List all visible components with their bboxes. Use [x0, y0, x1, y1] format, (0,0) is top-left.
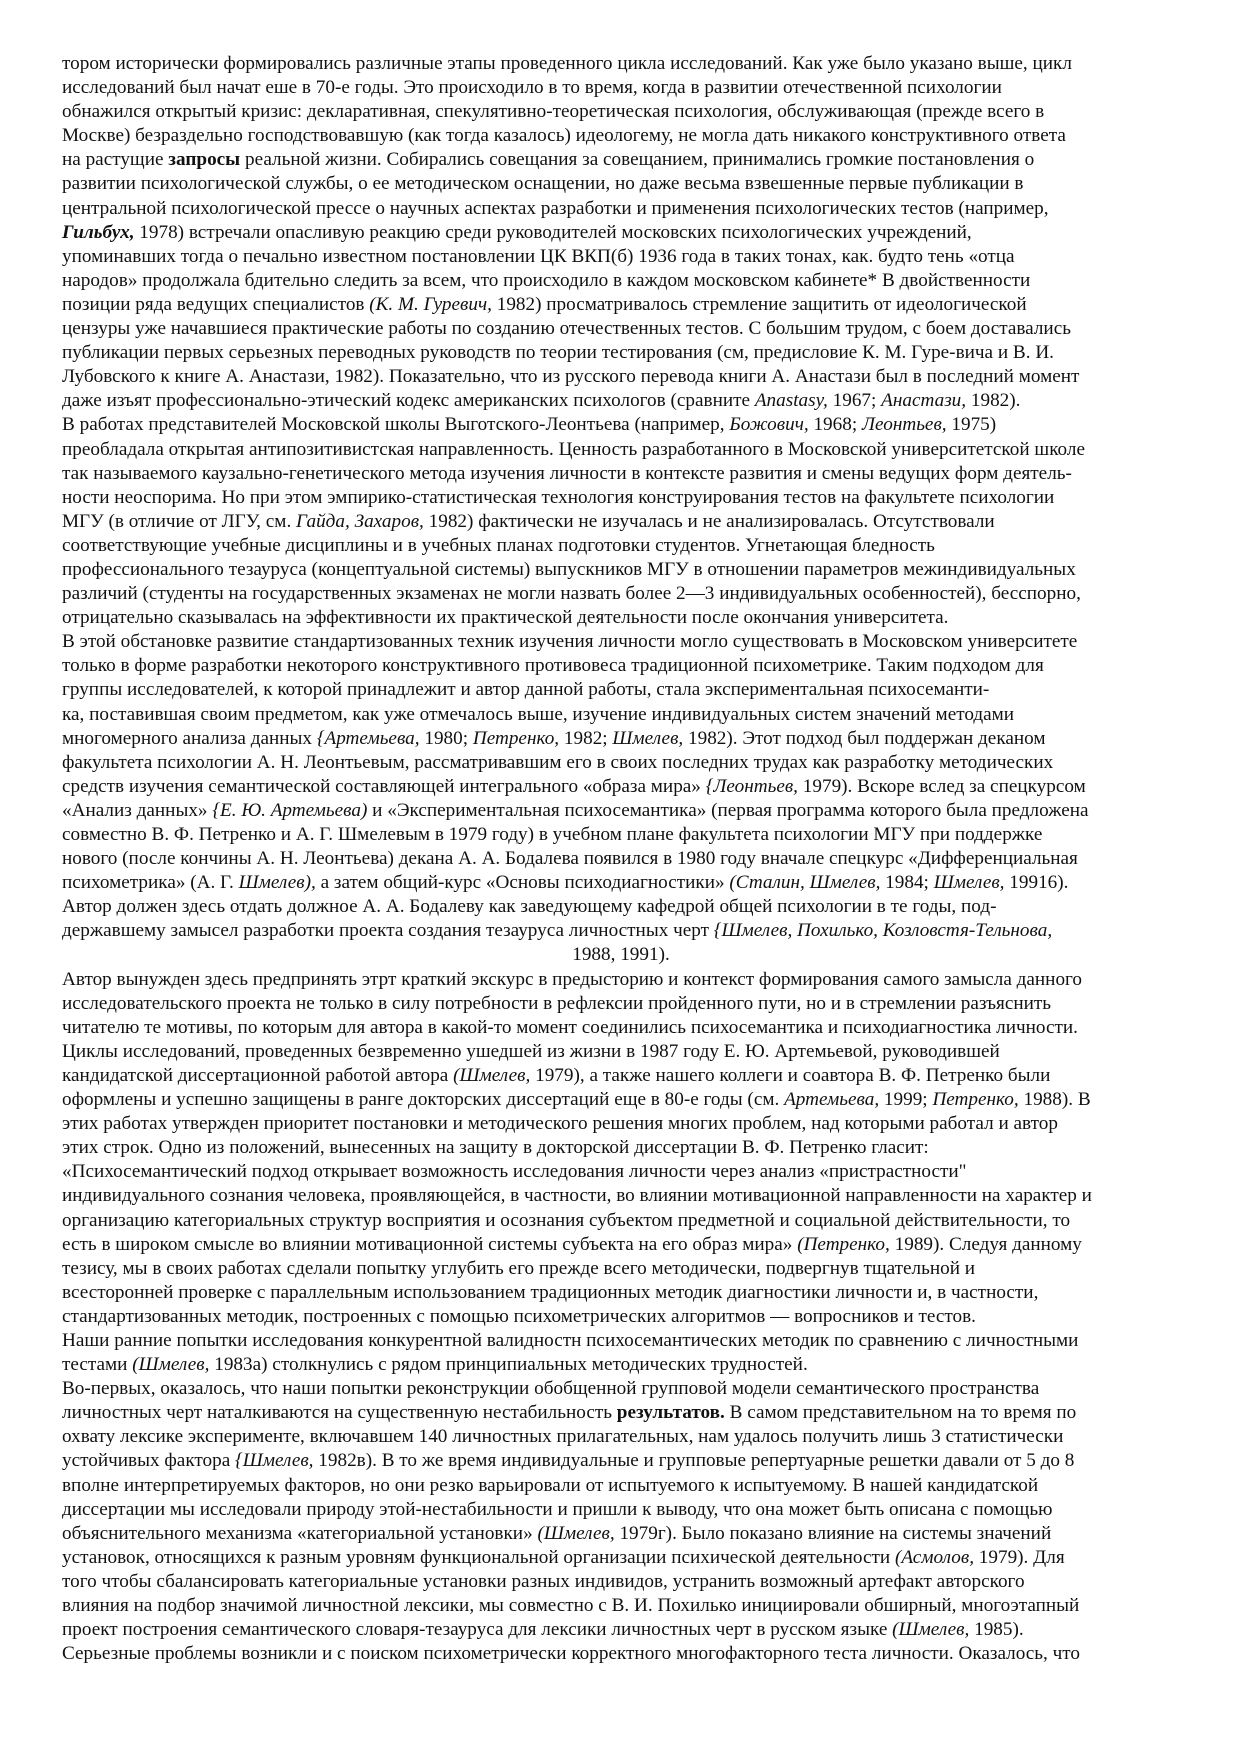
text-run: 1988). В	[1018, 1089, 1091, 1111]
text-run: есть в широком смысле во влиянии мотивационной системы субъекта на его образ мира»	[62, 1233, 798, 1255]
text-run: охвату лексике эксперименте, включавшем 140 личностных прилагательных, нам удалось получить лишь 3 статистически	[62, 1426, 1064, 1448]
text-run: Циклы исследований, проведенных безвременно ушедшей из жизни в 1987 году Е. Ю. Артемьевой, руководившей	[62, 1040, 1000, 1062]
citation-text: (Асмолов,	[894, 1546, 974, 1568]
text-run: 1982). Этот подход был поддержан деканом	[683, 727, 1046, 749]
text-run: диссертации мы исследовали природу этой-нестабильности и пришли к выводу, что она может быть описана с помощью	[62, 1498, 1053, 1520]
text-run: Наши ранние попытки исследования конкурентной валидностн психосемантических методик по сравнению с личностными	[62, 1329, 1079, 1351]
citation-text: Шмелев,	[933, 872, 1005, 894]
text-run: цензуры уже начавшиеся практические работы по созданию отечественных тестов. С большим трудом, с боем доставались	[62, 318, 1071, 340]
paragraph	[62, 1377, 1180, 1642]
text-run: этих работах утвержден приоритет постановки и методического решения многих проблем, над которыми работал и автор	[62, 1113, 1058, 1135]
text-run: центральной психологической прессе о научных аспектах разработки и применения психологических тестов (например,	[62, 197, 1049, 219]
text-run: преобладала открытая антипозитивистская направленность. Ценность разработанного в Московской университетской школе	[62, 438, 1085, 460]
text-run: факультета психологии А. Н. Леонтьевым, рассматривавшим его в своих последних трудах как разработку методических	[62, 751, 1054, 773]
text-run: В работах представителей Московской школы Выготского-Леонтьева (например,	[62, 414, 730, 436]
citation-text: (Шмелев,	[537, 1522, 615, 1544]
text-run: установок, относящихся к разным уровням функциональной организации психической деятельности	[62, 1546, 895, 1568]
text-run: Автор должен здесь отдать должное А. А. Бодалеву как заведующему кафедрой общей психологии в те годы, под-	[62, 896, 997, 918]
citation-text: Anastasy,	[754, 390, 828, 412]
text-run: упоминавших тогда о печально известном постановлении ЦК ВКП(б) 1936 года в таких тонах, как. будто тень «отца	[62, 245, 1015, 267]
text-run: организацию категориальных структур восприятия и осознания субъектом предметной и социальной действительности, то	[62, 1209, 1071, 1231]
citation-text: Гайда, Захаров,	[296, 510, 424, 532]
paragraph	[62, 1642, 1180, 1666]
text-run: а затем общий-курс «Основы психодиагностики»	[315, 872, 730, 894]
citation-text: (Шмелев,	[453, 1064, 531, 1086]
citation-text: {Артемьева,	[316, 727, 420, 749]
text-run: развитии психологической службы, о ее методическом оснащении, но даже весьма взвешенные первые публикации в	[62, 173, 1024, 195]
text-run: соответствующие учебные дисциплины и в учебных планах подготовки студентов. Угнетающая бледность	[62, 534, 935, 556]
citation-text: Шмелев,	[612, 727, 684, 749]
text-run: Москве) безраздельно господствовавшую (как тогда казалось) идеологему, не могла дать никакого конструктивного ответа	[62, 125, 1066, 147]
text-run: средств изучения семантической составляющей интегрального «образа мира»	[62, 775, 706, 797]
text-run: того чтобы сбалансировать категориальные установки разных индивидов, устранить возможный артефакт авторского	[62, 1570, 1025, 1592]
text-run: 1979), а также нашего коллеги и соавтора В. Ф. Петренко были	[530, 1064, 1051, 1086]
text-run: тором исторически формировались различные этапы проведенного цикла исследований. Как уже было указано выше, цикл	[62, 53, 1072, 74]
citation-text: (К. М. Гуревич,	[369, 293, 492, 315]
text-run: исследовательского проекта не только в силу потребности в рефлексии пройденного пути, но и в стремлении разъяснить	[62, 992, 1052, 1014]
citation-text: (Шмелев,	[132, 1354, 210, 1376]
text-run: 1982).	[966, 390, 1021, 412]
text-run: 1979г). Было показано влияние на системы значений	[614, 1522, 1052, 1544]
text-run: объяснительного механизма «категориальной установки»	[62, 1522, 538, 1544]
text-run: 1980;	[419, 727, 473, 749]
text-run: на растущие	[62, 149, 169, 171]
text-run: личностных черт наталкиваются на существенную нестабильность	[62, 1402, 617, 1424]
text-run: позиции ряда ведущих специалистов	[62, 293, 370, 315]
text-run: отрицательно сказывалась на эффективности их практической деятельности после окончания университета.	[62, 607, 949, 629]
text-run: 1999;	[879, 1089, 933, 1111]
text-run: 19916).	[1004, 872, 1069, 894]
citation-text: Петренко,	[932, 1089, 1019, 1111]
text-run: ности неоспорима. Но при этом эмпирико-статистическая технология конструирования тестов на факультете психологии	[62, 486, 1055, 508]
text-run: тезису, мы в своих работах сделали попытку углубить его прежде всего методически, подвергнув тщательной и	[62, 1257, 976, 1279]
text-run: 1968;	[808, 414, 862, 436]
text-run: проект построения семантического словаря-тезауруса для лексики личностных черт в русском языке	[62, 1619, 893, 1641]
text-run: Во-первых, оказалось, что наши попытки реконструкции обобщенной групповой модели семантического пространства	[62, 1378, 1040, 1400]
text-run: Лубовского к книге А. Анастази, 1982). Показательно, что из русского перевода книги А. Анастази был в последний момент	[62, 366, 1080, 388]
text-run: устойчивых фактора	[62, 1450, 236, 1472]
bold-text: результатов.	[616, 1402, 725, 1424]
paragraph	[62, 413, 1180, 630]
citation-text: {Шмелев,	[235, 1450, 314, 1472]
text-run: ка, поставившая своим предметом, как уже отмечалось выше, изучение индивидуальных систем значений методами	[62, 703, 1015, 725]
text-run: этих строк. Одно из положений, вынесенных на защиту в докторской диссертации В. Ф. Петренко гласит:	[62, 1137, 929, 1159]
citation-text: {Е. Ю. Артемьева)	[212, 799, 368, 821]
text-run: индивидуального сознания человека, проявляющейся, в частности, во влиянии мотивационной направленности на характер и	[62, 1185, 1092, 1207]
text-run: обнажился открытый кризис: декларативная, спекулятивно-теоретическая психология, обслуживающая (прежде всего в	[62, 101, 1045, 123]
text-run: 1979). Вскоре вслед за спецкурсом	[797, 775, 1086, 797]
text-run: только в форме разработки некоторого конструктивного противовеса традиционной психометрике. Таким подходом для	[62, 655, 1044, 677]
paragraph	[62, 630, 1180, 967]
text-run: различий (студенты на государственных экзаменах не могли назвать более 2—3 индивидуальных особенностей), бесспорно,	[62, 583, 1081, 605]
text-run: многомерного анализа данных	[62, 727, 317, 749]
bold-text: Гильбух,	[62, 221, 135, 243]
citation-text: (Сталин, Шмелев,	[729, 872, 881, 894]
text-run: и «Экспериментальная психосемантика» (первая программа которого была предложена	[367, 799, 1089, 821]
text-run: 1982;	[559, 727, 613, 749]
text-run: влияния на подбор значимой личностной лексики, мы совместно с В. И. Похилько инициировали обширный, многоэтапный	[62, 1595, 1080, 1616]
citation-text: {Шмелев, Похилько, Козловстя-Тельнова,	[713, 920, 1053, 942]
paragraph	[62, 968, 1180, 1040]
text-run: 1978) встречали опасливую реакцию среди руководителей московских психологических учреждений,	[134, 221, 972, 243]
text-run: 1985).	[969, 1619, 1024, 1641]
citation-text: (Петренко,	[797, 1233, 890, 1255]
text-run: державшему замысел разработки проекта создания тезауруса личностных черт	[62, 920, 714, 942]
citation-text: Леонтьев,	[861, 414, 947, 436]
text-run: «Психосемантический подход открывает возможность исследования личности через анализ «пристрастности"	[62, 1161, 967, 1183]
text-run: публикации первых серьезных переводных руководств по теории тестирования (см, предисловие К. М. Гуре-вича и В. И.	[62, 342, 1054, 364]
text-run: нового (после кончины А. Н. Леонтьева) декана А. А. Бодалева появился в 1980 году вначале спецкурс «Дифференциальная	[62, 848, 1078, 870]
text-run: 1982) фактически не изучалась и не анализировалась. Отсутствовали	[423, 510, 995, 532]
citation-text: Шмелев),	[238, 872, 316, 894]
text-run: 1989). Следуя данному	[889, 1233, 1082, 1255]
text-run: совместно В. Ф. Петренко и А. Г. Шмелевым в 1979 году) в учебном плане факультета психологии МГУ при поддержке	[62, 824, 1043, 845]
citation-text: {Леонтьев,	[705, 775, 798, 797]
text-run: МГУ (в отличие от ЛГУ, см.	[62, 510, 297, 532]
text-run: тестами	[62, 1354, 133, 1376]
text-run: стандартизованных методик, построенных с помощью психометрических алгоритмов — вопросников и тестов.	[62, 1305, 976, 1327]
text-run: профессионального тезауруса (концептуальной системы) выпускников МГУ в отношении параметров межиндивидуальных	[62, 558, 1076, 580]
citation-text: (Шмелев,	[892, 1619, 970, 1641]
text-run: 1983а) столкнулись с рядом принципиальных методических трудностей.	[209, 1354, 808, 1376]
text-run: 1979). Для	[974, 1546, 1065, 1568]
text-run: «Анализ данных»	[62, 799, 213, 821]
citation-text: Петренко,	[472, 727, 560, 749]
text-run: 1984;	[880, 872, 934, 894]
text-run: читателю те мотивы, по которым для автора в какой-то момент соединились психосемантика и психодиагностика личности.	[62, 1016, 1078, 1038]
text-run: группы исследователей, к которой принадлежит и автор данной работы, стала экспериментальная психосеманти-	[62, 679, 990, 701]
paragraph	[62, 52, 1180, 413]
text-run: 1988, 1991).	[572, 944, 670, 966]
text-run: народов» продолжала бдительно следить за всем, что происходило в каждом московском кабинете* В двойственности	[62, 269, 1031, 291]
paragraph	[62, 1329, 1180, 1377]
paragraph	[62, 1040, 1180, 1329]
citation-text: Артемьева,	[784, 1089, 880, 1111]
text-run: 1967;	[827, 390, 882, 412]
text-run: вполне интерпретируемых факторов, но они резко варьировали от испытуемого к испытуемому. В нашей кандидатской	[62, 1474, 1039, 1496]
text-run: исследований был начат еше в 70-е годы. Это происходило в то время, когда в развитии отечественной психологии	[62, 77, 1002, 99]
text-run: так называемого каузально-генетического метода изучения личности в контексте развития и смены ведущих форм деятель-	[62, 462, 1072, 484]
text-run: 1982в). В то же время индивидуальные и групповые репертуарные решетки давали от 5 до 8	[313, 1450, 1075, 1472]
text-run: реальной жизни. Собирались совещания за совещанием, принимались громкие постановления о	[240, 149, 1035, 171]
text-run: оформлены и успешно защищены в ранге докторских диссертаций еще в 80-е годы (см.	[62, 1089, 785, 1111]
document-page	[62, 52, 1180, 1666]
text-run: Автор вынужден здесь предпринять этрт краткий экскурс в предысторию и контекст формирования самого замысла данного	[62, 968, 1083, 990]
citation-text: Анастази,	[881, 390, 967, 412]
text-run: Серьезные проблемы возникли и с поиском психометрически корректного многофакторного теста личности. Оказалось, что	[62, 1643, 1081, 1665]
bold-text: запросы	[168, 149, 241, 171]
text-run: В самом представительном на то время по	[724, 1402, 1077, 1424]
text-run: даже изъят профессионально-этический кодекс американских психологов (сравните	[62, 390, 755, 412]
text-run: психометрика» (А. Г.	[62, 872, 239, 894]
text-run: кандидатской диссертационной работой автора	[62, 1064, 454, 1086]
text-run: 1975)	[946, 414, 997, 436]
citation-text: Божович,	[729, 414, 809, 436]
text-run: всесторонней проверке с параллельным использованием традиционных методик диагностики личности и, в частности,	[62, 1281, 1039, 1303]
text-run: В этой обстановке развитие стандартизованных техник изучения личности могло существовать в Московском университете	[62, 631, 1078, 653]
text-run: 1982) просматривалось стремление защитить от идеологической	[491, 293, 1027, 315]
